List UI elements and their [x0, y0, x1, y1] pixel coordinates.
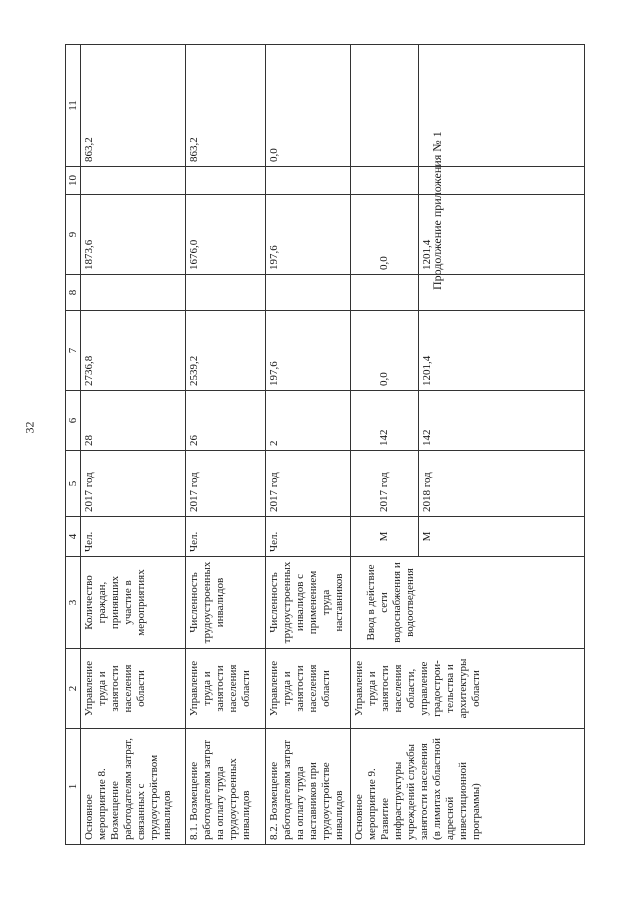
col-header: 2: [66, 649, 81, 729]
cell: 26: [186, 391, 266, 451]
cell: Ввод в действие сети водоснабжения и водоотведения: [351, 557, 585, 649]
col-header: 3: [66, 557, 81, 649]
cell: 197,6: [266, 311, 351, 391]
cell: 0,0: [266, 45, 351, 167]
cell: 2539,2: [186, 311, 266, 391]
col-header: 5: [66, 451, 81, 517]
cell: Численность трудоустроенных инвалидов с применением труда наставников: [266, 557, 351, 649]
cell: 2736,8: [81, 311, 186, 391]
cell: 8.1. Возмещение работодателям затрат на оплату труда трудоустроенных инвалидов: [186, 729, 266, 845]
cell: Основное мероприятие 9. Развитие инфраструктуры учреждений службы занятости населения (в лимитах областной адресной инвестиционной программы): [351, 729, 585, 845]
cell: [419, 167, 585, 195]
cell: [81, 275, 186, 311]
col-header: 1: [66, 729, 81, 845]
col-header: 4: [66, 517, 81, 557]
cell: 2018 год: [419, 451, 585, 517]
cell: [419, 275, 585, 311]
cell: 2: [266, 391, 351, 451]
cell: 2017 год: [81, 451, 186, 517]
cell: 142: [419, 391, 585, 451]
col-header: 10: [66, 167, 81, 195]
cell: 1201,4: [419, 195, 585, 275]
cell: [186, 275, 266, 311]
data-table: [65, 44, 585, 845]
cell: 863,2: [186, 45, 266, 167]
cell: 1201,4: [419, 311, 585, 391]
cell: 0,0: [351, 311, 419, 391]
cell: 28: [81, 391, 186, 451]
col-header: 6: [66, 391, 81, 451]
cell: [351, 275, 419, 311]
cell: М: [351, 517, 419, 557]
cell: 2017 год: [351, 451, 419, 517]
col-header: 7: [66, 311, 81, 391]
cell: [81, 167, 186, 195]
cell: Численность трудоустроенных инвалидов: [186, 557, 266, 649]
cell: 1676,0: [186, 195, 266, 275]
cell: 8.2. Возмещение работодателям затрат на оплату труда наставников при трудоустройстве инвалидов: [266, 729, 351, 845]
col-header: 11: [66, 45, 81, 167]
cell: Управление труда и занятости населения области: [266, 649, 351, 729]
cell: 197,6: [266, 195, 351, 275]
page-number: 32: [22, 421, 37, 434]
cell: Чел.: [266, 517, 351, 557]
col-header: 9: [66, 195, 81, 275]
cell: 863,2: [81, 45, 186, 167]
table-row: [351, 45, 419, 845]
header-row: [66, 45, 81, 845]
col-header: 8: [66, 275, 81, 311]
table-row: [81, 45, 186, 845]
cell: [351, 167, 419, 195]
cell: [266, 167, 351, 195]
cell: Количество граждан, принявших участие в мероприятиях: [81, 557, 186, 649]
cell: [186, 167, 266, 195]
cell: Управление труда и занятости населения области: [81, 649, 186, 729]
cell: [351, 45, 419, 167]
cell: 142: [351, 391, 419, 451]
cell: 2017 год: [266, 451, 351, 517]
rotated-table-wrapper: [65, 45, 585, 845]
cell: [266, 275, 351, 311]
cell: Чел.: [81, 517, 186, 557]
table-row: [266, 45, 351, 845]
cell: 1873,6: [81, 195, 186, 275]
cell: Управление труда и занятости населения области: [186, 649, 266, 729]
caption: Продолжение приложения № 1: [430, 131, 444, 290]
cell: Управление труда и занятости населения области, управление градострои-тельства и архитектуры области: [351, 649, 585, 729]
cell: Чел.: [186, 517, 266, 557]
table-row: [186, 45, 266, 845]
cell: М: [419, 517, 585, 557]
cell: 0,0: [351, 195, 419, 275]
cell: 2017 год: [186, 451, 266, 517]
cell: [419, 45, 585, 167]
cell: Основное мероприятие 8. Возмещение работодателям затрат, связанных с трудоустройством инвалидов: [81, 729, 186, 845]
